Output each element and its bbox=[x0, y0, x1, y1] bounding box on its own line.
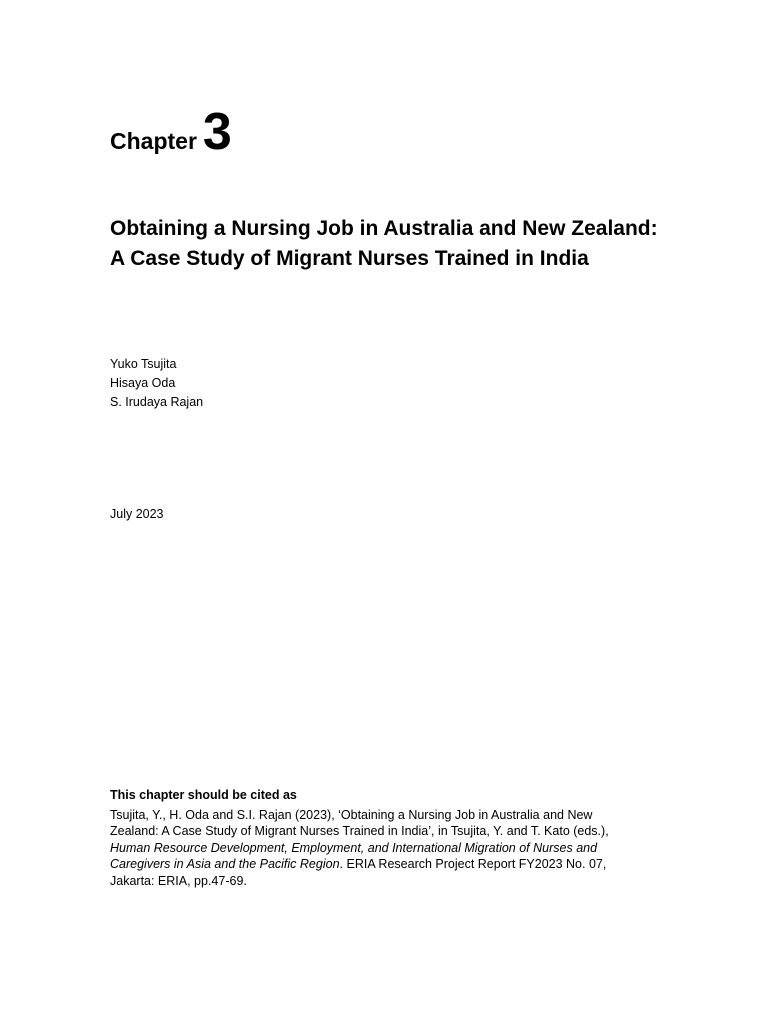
citation-text-start: Tsujita, Y., H. Oda and S.I. Rajan (2023), ‘Obtaining a Nursing Job in Australia and New Zealand: A Case Study of Migrant Nurses Trained in India’, in Tsujita, Y. and T. Kato (eds.), bbox=[110, 807, 609, 838]
author-name: Yuko Tsujita bbox=[110, 357, 177, 371]
citation-text bbox=[110, 807, 640, 890]
chapter-title: Obtaining a Nursing Job in Australia and New Zealand: A Case Study of Migrant Nurses Trained in India bbox=[110, 217, 658, 270]
chapter-heading bbox=[110, 102, 232, 162]
citation-block bbox=[110, 787, 640, 889]
author-name: Hisaya Oda bbox=[110, 376, 176, 390]
author-name: S. Irudaya Rajan bbox=[110, 395, 204, 409]
chapter-number: 3 bbox=[202, 103, 232, 161]
chapter-label: Chapter bbox=[110, 128, 197, 154]
author-list bbox=[110, 355, 510, 412]
citation-book-title: Human Resource Development, Employment, and International Migration of Nurses and Caregivers in Asia and the Pacific Region bbox=[110, 840, 598, 871]
publication-date: July 2023 bbox=[110, 507, 164, 521]
citation-text-end: . ERIA Research Project Report FY2023 No. 07, Jakarta: ERIA, pp.47-69. bbox=[110, 857, 607, 888]
citation-heading: This chapter should be cited as bbox=[110, 788, 297, 802]
